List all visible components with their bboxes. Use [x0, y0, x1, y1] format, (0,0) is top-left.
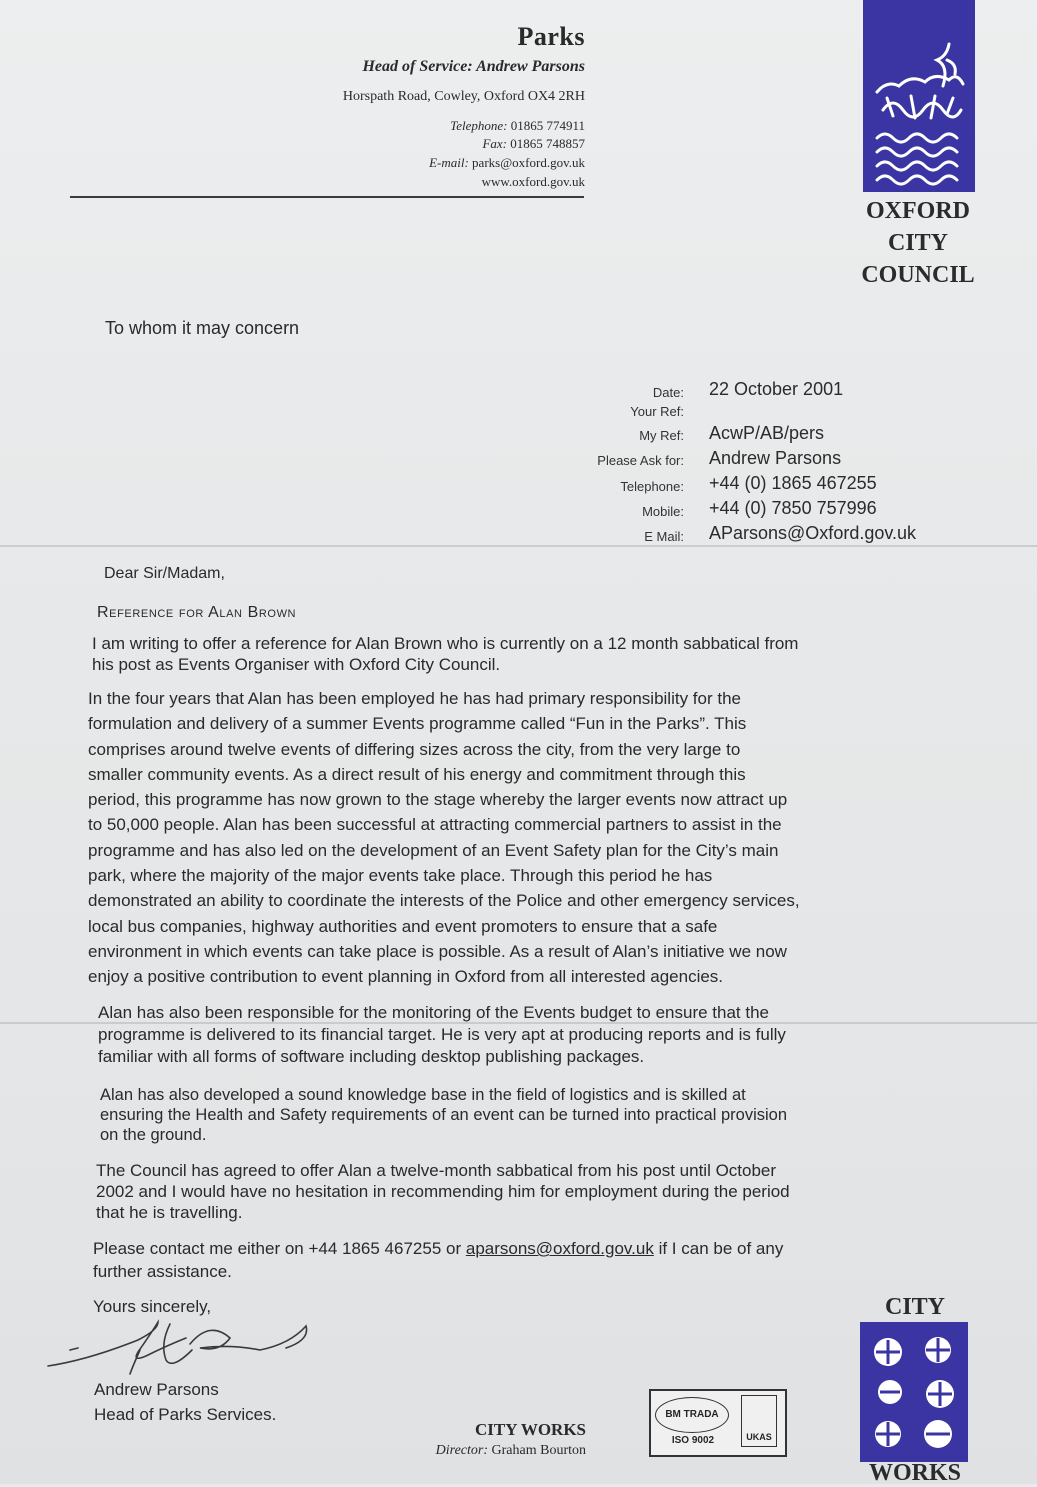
paragraph-contact	[93, 1237, 783, 1283]
text-line: further assistance.	[93, 1262, 232, 1281]
fax-label: Fax:	[482, 136, 507, 151]
paragraph-responsibilities	[88, 686, 800, 990]
salutation: Dear Sir/Madam,	[104, 565, 225, 582]
signer-name: Andrew Parsons	[94, 1380, 219, 1399]
text-line: demonstrated an ability to coordinate the interests of the Police and other emergency services,	[88, 891, 800, 911]
telephone-label: Telephone:	[450, 118, 508, 133]
paragraph-budget	[98, 1002, 786, 1068]
ref-label-my-ref: My Ref:	[639, 428, 684, 443]
director-line	[376, 1443, 586, 1459]
ref-value-ask-for: Andrew Parsons	[709, 448, 842, 468]
paragraph-intro	[92, 633, 798, 675]
cityworks-logo-bottom-text: WORKS	[868, 1460, 961, 1486]
text-line: programme is delivered to its financial target. He is very apt at producing reports and is fully	[98, 1025, 786, 1044]
contact-text-end: if I can be of any	[653, 1239, 784, 1258]
text-line: Alan has also been responsible for the monitoring of the Events budget to ensure that the	[98, 1003, 769, 1022]
ref-value-mobile: +44 (0) 7850 757996	[709, 498, 877, 518]
fax-line	[482, 136, 585, 152]
text-line: on the ground.	[100, 1126, 207, 1144]
logo-text-council: COUNCIL	[861, 262, 975, 288]
email-label: E-mail:	[429, 155, 469, 170]
logo-text-oxford: OXFORD	[866, 198, 970, 224]
addressee: To whom it may concern	[105, 318, 300, 338]
cog-wheel-pattern-icon	[860, 1322, 968, 1462]
text-line	[93, 1237, 783, 1260]
text-line: his post as Events Organiser with Oxford City Council.	[92, 655, 501, 674]
ref-label-date: Date:	[652, 385, 684, 400]
telephone-line	[450, 118, 585, 134]
head-name: Andrew Parsons	[476, 58, 585, 75]
ref-label-mobile: Mobile:	[642, 504, 684, 519]
signature-graphic	[40, 1310, 330, 1380]
ref-value-telephone: +44 (0) 1865 467255	[709, 473, 877, 493]
text-line: environment in which events can take place is possible. As a result of Alan’s initiative we now	[88, 941, 787, 961]
text-line: 2002 and I would have no hesitation in recommending him for employment during the period	[96, 1182, 790, 1201]
director-label: Director:	[435, 1443, 489, 1458]
council-crest-logo	[863, 0, 975, 192]
ref-label-telephone: Telephone:	[620, 479, 684, 494]
text-line: enjoy a positive contribution to event planning in Oxford from all interested agencies.	[88, 967, 724, 987]
text-line: local bus companies, highway authorities and event promoters to ensure that a safe	[88, 916, 718, 936]
text-line: familiar with all forms of software including desktop publishing packages.	[98, 1047, 645, 1066]
ref-label-your-ref: Your Ref:	[630, 404, 684, 419]
fold-crease	[0, 545, 1037, 547]
ukas-crown-icon: UKAS	[741, 1395, 777, 1447]
cityworks-logo-top-text: CITY	[884, 1294, 945, 1320]
ref-label-ask-for: Please Ask for:	[597, 453, 684, 468]
text-line: formulation and delivery of a summer Events programme called “Fun in the Parks”. This	[88, 714, 747, 734]
email-value: parks@oxford.gov.uk	[472, 155, 585, 170]
text-line: In the four years that Alan has been employed he has had primary responsibility for the	[88, 689, 741, 708]
text-line: programme and has also led on the development of an Event Safety plan for the City’s main	[88, 840, 779, 860]
text-line: park, where the majority of the major events take place. Through this period he has	[88, 866, 713, 886]
ref-value-my-ref: AcwP/AB/pers	[709, 423, 825, 443]
bm-trada-mark: BM TRADA	[655, 1397, 729, 1433]
address: Horspath Road, Cowley, Oxford OX4 2RH	[342, 89, 585, 104]
ref-value-date: 22 October 2001	[709, 379, 844, 399]
text-line: Alan has also developed a sound knowledge base in the field of logistics and is skilled at	[100, 1086, 746, 1104]
text-line: I am writing to offer a reference for Alan Brown who is currently on a 12 month sabbatical from	[92, 634, 799, 653]
iso-certification-badge	[649, 1389, 787, 1457]
telephone-value: 01865 774911	[510, 118, 585, 133]
logo-text-city: CITY	[887, 230, 948, 256]
contact-text: Please contact me either on +44 1865 467255 or	[93, 1239, 466, 1258]
paragraph-logistics	[100, 1085, 787, 1145]
text-line: comprises around twelve events of differing sizes across the city, from the very large to	[88, 739, 741, 759]
email-link[interactable]: aparsons@oxford.gov.uk	[465, 1239, 654, 1258]
text-line: smaller community events. As a direct result of his energy and commitment through this	[88, 764, 746, 784]
ox-river-crest-icon	[863, 0, 975, 192]
text-line: to 50,000 people. Alan has been successful at attracting commercial partners to assist in the	[88, 815, 782, 835]
email-line	[429, 155, 585, 171]
text-line: that he is travelling.	[96, 1203, 243, 1222]
head-of-service	[362, 58, 585, 76]
ref-value-email: AParsons@Oxford.gov.uk	[709, 523, 917, 543]
ref-label-email: E Mail:	[644, 529, 684, 544]
text-line: The Council has agreed to offer Alan a twelve-month sabbatical from his post until October	[96, 1161, 777, 1180]
text-line: period, this programme has now grown to the stage whereby the larger events now attract up	[88, 790, 788, 810]
text-line: ensuring the Health and Safety requirements of an event can be turned into practical provision	[100, 1106, 787, 1124]
signer-title: Head of Parks Services.	[94, 1405, 277, 1424]
director-name: Graham Bourton	[491, 1443, 586, 1458]
cityworks-name: CITY WORKS	[475, 1420, 586, 1439]
cityworks-logo	[860, 1322, 968, 1462]
closing: Yours sincerely,	[93, 1297, 212, 1316]
paragraph-sabbatical	[96, 1160, 790, 1223]
subject-line: Reference for Alan Brown	[97, 604, 297, 621]
website: www.oxford.gov.uk	[481, 174, 585, 189]
department-name: Parks	[517, 22, 585, 51]
fax-value: 01865 748857	[510, 136, 585, 151]
head-label: Head of Service:	[362, 58, 473, 75]
iso-standard-label: ISO 9002	[671, 1435, 715, 1446]
header-rule	[70, 196, 584, 198]
